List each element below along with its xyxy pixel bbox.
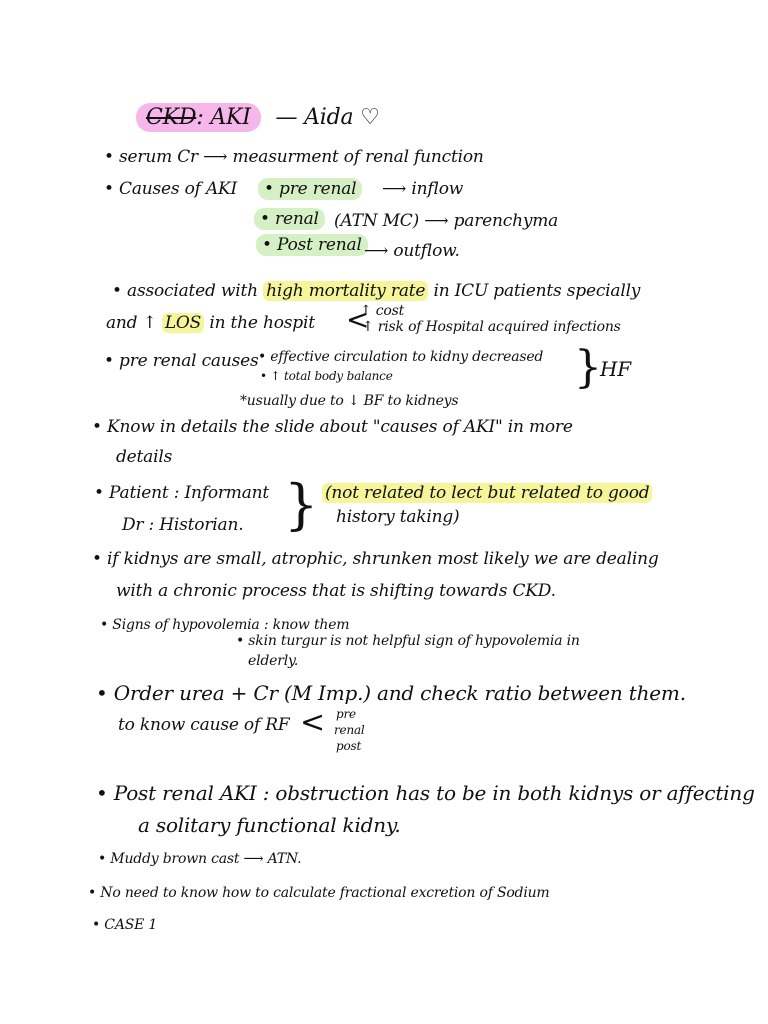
title-struck-text: CKD xyxy=(146,105,197,130)
los-prefix: and ↑ xyxy=(106,313,157,333)
note-total-body-balance: • ↑ total body balance xyxy=(260,369,393,383)
los-highlight: LOS xyxy=(162,313,204,333)
note-line-know-details: • Know in details the slide about "causes of AKI" in more xyxy=(92,417,573,437)
note-line-fractional-excretion: • No need to know how to calculate fractional excretion of Sodium xyxy=(88,885,550,901)
note-line-dr: Dr : Historian. xyxy=(122,515,244,535)
title-main-text: : AKI xyxy=(196,105,251,130)
postrenal-highlight: • Post renal xyxy=(256,234,368,256)
not-related-highlight: (not related to lect but related to good xyxy=(322,483,652,503)
note-effective-circulation: • effective circulation to kidny decreased xyxy=(258,349,544,365)
note-elderly: elderly. xyxy=(248,653,299,669)
causes-atn-mc: (ATN MC) ⟶ parenchyma xyxy=(334,211,559,231)
note-line-chronic-process: with a chronic process that is shifting towards CKD. xyxy=(116,581,556,601)
mortality-highlight: high mortality rate xyxy=(263,281,428,301)
prerenal-highlight: • pre renal xyxy=(258,178,362,200)
note-line-cause-of-rf: to know cause of RF xyxy=(118,715,290,735)
note-rf-post: post xyxy=(336,739,362,753)
causes-outflow: ⟶ outflow. xyxy=(364,241,460,261)
note-usually-due: *usually due to ↓ BF to kidneys xyxy=(240,393,459,409)
note-line-kidneys-small: • if kidnys are small, atrophic, shrunken most likely we are dealing xyxy=(92,549,659,569)
note-cost: ↑ cost xyxy=(360,303,405,319)
note-line-serum-cr: • serum Cr ⟶ measurment of renal function xyxy=(104,147,484,167)
page-title xyxy=(136,106,380,130)
note-line-solitary-kidney: a solitary functional kidny. xyxy=(138,813,401,837)
note-line-muddy-brown: • Muddy brown cast ⟶ ATN. xyxy=(98,851,302,867)
note-line-order-urea: • Order urea + Cr (M Imp.) and check ratio between them. xyxy=(96,681,686,705)
note-risk: ↑ risk of Hospital acquired infections xyxy=(362,319,621,335)
note-line-causes-of-aki: • Causes of AKI xyxy=(104,179,238,199)
note-hf: HF xyxy=(600,357,631,381)
associated-prefix: • associated with xyxy=(112,281,258,301)
note-line-los xyxy=(106,314,315,333)
brace-cost-risk: < xyxy=(346,303,370,336)
note-line-postrenal-aki: • Post renal AKI : obstruction has to be in both kidnys or affecting xyxy=(96,781,755,805)
title-author: — Aida ♡ xyxy=(275,105,380,130)
causes-renal xyxy=(254,210,325,229)
note-line-details: details xyxy=(116,447,173,467)
note-rf-pre: pre xyxy=(336,707,356,721)
brace-patient-dr: } xyxy=(284,473,319,536)
note-rf-renal: renal xyxy=(334,723,365,737)
note-line-associated xyxy=(112,282,640,301)
associated-suffix: in ICU patients specially xyxy=(433,281,641,301)
note-skin-turgor: • skin turgur is not helpful sign of hypovolemia in xyxy=(236,633,580,649)
brace-rf: < xyxy=(300,705,326,740)
note-line-case-1: • CASE 1 xyxy=(92,917,158,933)
note-line-patient: • Patient : Informant xyxy=(94,483,270,503)
note-line-prerenal-causes: • pre renal causes xyxy=(104,351,259,371)
note-line-hypovolemia: • Signs of hypovolemia : know them xyxy=(100,617,350,633)
title-highlight xyxy=(136,103,261,132)
brace-hf: } xyxy=(574,342,602,393)
renal-highlight: • renal xyxy=(254,208,325,230)
causes-prerenal xyxy=(258,180,362,199)
causes-inflow: ⟶ inflow xyxy=(382,179,464,199)
causes-postrenal xyxy=(256,236,368,255)
note-not-related xyxy=(322,484,652,503)
los-suffix: in the hospit xyxy=(209,313,315,333)
note-history-taking: history taking) xyxy=(336,507,460,527)
